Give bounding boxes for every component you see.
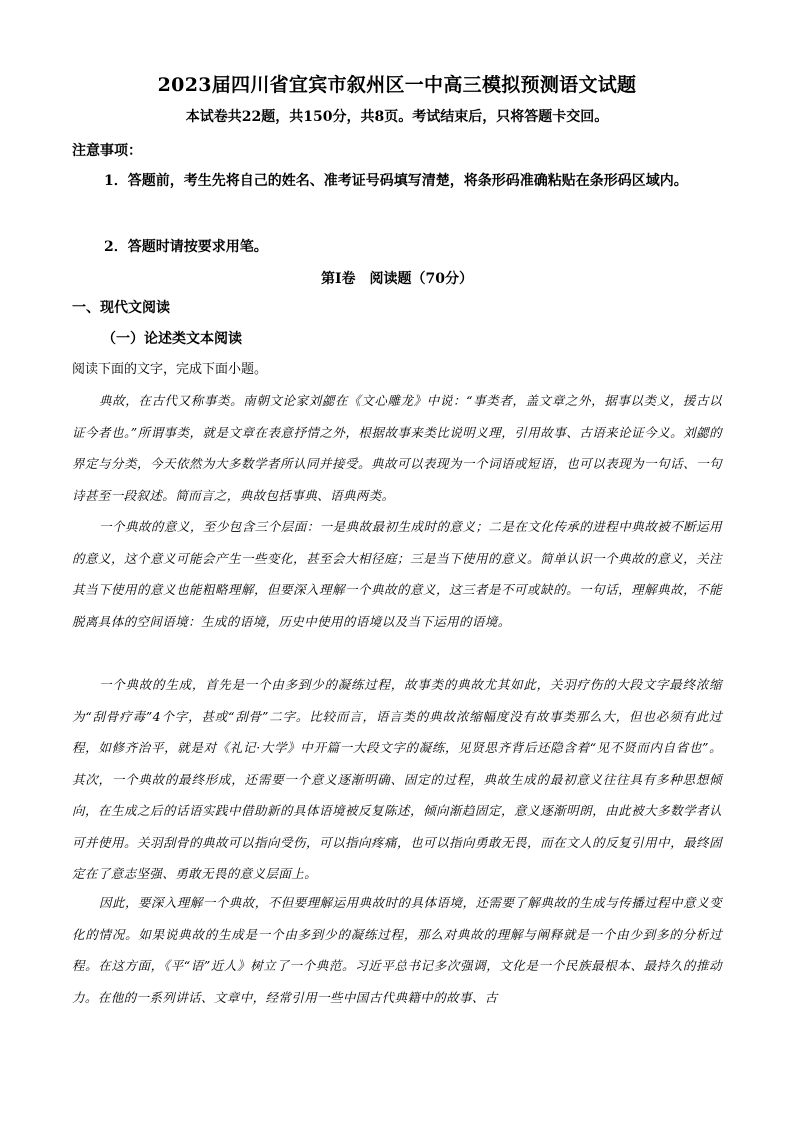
notice-heading: 注意事项：	[72, 143, 142, 159]
exam-subtitle: 本试卷共22题，共150分，共8页。考试结束后，只将答题卡交回。	[185, 109, 609, 125]
exam-title: 2023届四川省宜宾市叙州区一中高三模拟预测语文试题	[157, 74, 637, 96]
notice-item: 1．答题前，考生先将自己的姓名、准考证号码填写清楚，将条形码准确粘贴在条形码区域内。	[104, 173, 688, 189]
part-heading: 第Ⅰ卷 阅读题（70分）	[320, 271, 474, 287]
subsection-heading: （一）论述类文本阅读	[102, 331, 242, 347]
body-paragraph: 一个典故的生成，首先是一个由多到少的凝练过程，故事类的典故尤其如此，关羽疗伤的大段文字最终浓缩为“刮骨疗毒”4个字，甚或“刮骨”二字。比较而言，语言类的典故浓缩幅度没有故事类那么大，但也必须有此过程，如修齐治平，就是对《礼记·大学》中开篇一大段文字的凝练，见贤思齐背后还隐含着“见不贤而内自省也”。其次，一个典故的最终形成，还需要一个意义逐渐明确、固定的过程，典故生成的最初意义往往具有多种思想倾向，在生成之后的话语实践中借助新的具体语境被反复陈述，倾向渐趋固定，意义逐渐明朗，由此被大多数学者认可并使用。关羽刮骨的典故可以指向受伤，可以指向疼痛，也可以指向勇敢无畏，而在文人的反复引用中，最终固定在了意志坚强、勇敢无畏的意义层面上。	[72, 677, 722, 881]
body-paragraph: 因此，要深入理解一个典故，不但要理解运用典故时的具体语境，还需要了解典故的生成与传播过程中意义变化的情况。如果说典故的生成是一个由多到少的凝练过程，那么对典故的理解与阐释就是一个由少到多的分析过程。在这方面，《平“语”近人》树立了一个典范。习近平总书记多次强调，文化是一个民族最根本、最持久的推动力。在他的一系列讲话、文章中，经常引用一些中国古代典籍中的故事、古	[72, 895, 722, 1005]
reading-instruction: 阅读下面的文字，完成下面小题。	[72, 362, 268, 377]
body-paragraph: 典故，在古代又称事类。南朝文论家刘勰在《文心雕龙》中说：“事类者，盖文章之外，据事以类义，援古以证今者也。”所谓事类，就是文章在表意抒情之外，根据故事来类比说明义理，引用故事、古语来论证今义。刘勰的界定与分类，今天依然为大多数学者所认同并接受。典故可以表现为一个词语或短语，也可以表现为一句话、一句诗甚至一段叙述。简而言之，典故包括事典、语典两类。	[72, 393, 722, 503]
section-heading: 一、现代文阅读	[72, 300, 170, 316]
notice-item: 2．答题时请按要求用笔。	[104, 239, 268, 255]
body-paragraph: 一个典故的意义，至少包含三个层面：一是典故最初生成时的意义；二是在文化传承的进程中典故被不断运用的意义，这个意义可能会产生一些变化，甚至会大相径庭；三是当下使用的意义。简单认识一个典故的意义，关注其当下使用的意义也能粗略理解，但要深入理解一个典故的意义，这三者是不可或缺的。一句话，理解典故，不能脱离具体的空间语境：生成的语境，历史中使用的语境以及当下运用的语境。	[72, 519, 722, 629]
